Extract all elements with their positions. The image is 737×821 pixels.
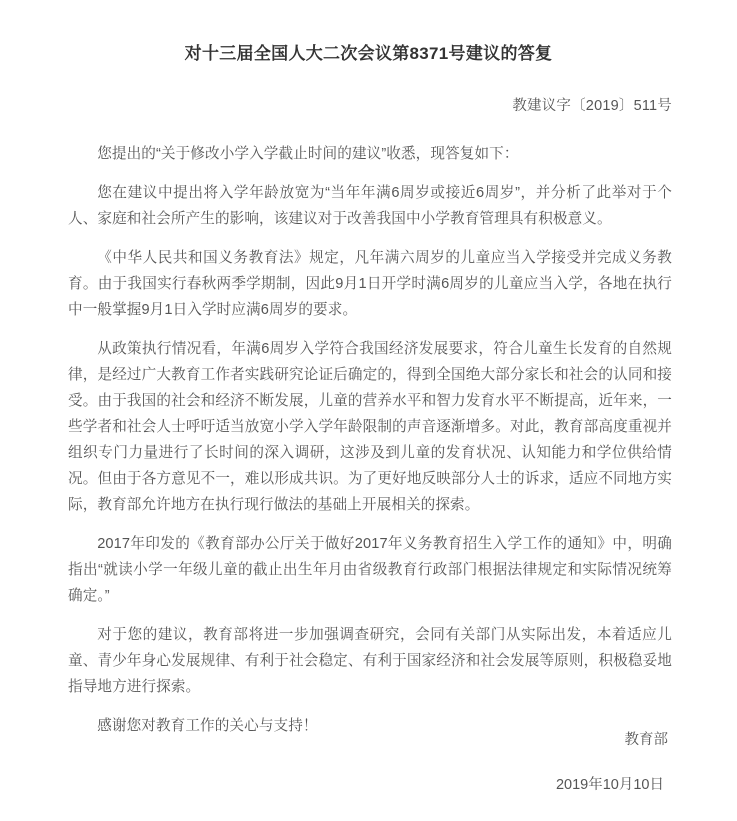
signature-signer: 教育部: [624, 732, 668, 748]
document-number: 教建议字〔2019〕511号: [512, 98, 672, 114]
paragraph: 您提出的“关于修改小学入学截止时间的建议”收悉，现答复如下：: [97, 146, 519, 162]
paragraph: 2017年印发的《教育部办公厅关于做好2017年义务教育招生入学工作的通知》中，明确指出“就读小学一年级儿童的截止出生年月由省级教育行政部门根据法律规定和实际情况统筹确定。”: [68, 536, 672, 604]
signature-date: 2019年10月10日: [555, 777, 664, 793]
paragraph: 从政策执行情况看，年满6周岁入学符合我国经济发展要求，符合儿童生长发育的自然规律，是经过广大教育工作者实践研究论证后确定的，得到全国绝大部分家长和社会的认同和接受。由于我国的社会和经济不断发展，儿童的营养水平和智力发育水平不断提高，近年来，一些学者和社会人士呼吁适当放宽小学入学年龄限制的声音逐渐增多。对此，教育部高度重视并组织专门力量进行了长时间的深入调研，这涉及到儿童的发育状况、认知能力和学位供给情况。但由于各方意见不一，难以形成共识。为了更好地反映部分人士的诉求，适应不同地方实际，教育部允许地方在执行现行做法的基础上开展相关的探索。: [68, 341, 672, 513]
signature-block: [68, 729, 672, 793]
paragraph: 感谢您对教育工作的关心与支持！: [97, 718, 318, 734]
paragraph: 您在建议中提出将入学年龄放宽为“当年年满6周岁或接近6周岁”，并分析了此举对于个人、家庭和社会所产生的影响，该建议对于改善我国中小学教育管理具有积极意义。: [68, 185, 672, 227]
paragraph: 对于您的建议，教育部将进一步加强调查研究，会同有关部门从实际出发，本着适应儿童、青少年身心发展规律、有利于社会稳定、有利于国家经济和社会发展等原则，积极稳妥地指导地方进行探索。: [68, 627, 672, 695]
paragraph: 《中华人民共和国义务教育法》规定，凡年满六周岁的儿童应当入学接受并完成义务教育。由于我国实行春秋两季学期制，因此9月1日开学时满6周岁的儿童应当入学，各地在执行中一般掌握9月1日入学时应满6周岁的要求。: [68, 250, 672, 318]
page-title: 对十三届全国人大二次会议第8371号建议的答复: [184, 44, 553, 64]
document-body: [68, 141, 672, 739]
